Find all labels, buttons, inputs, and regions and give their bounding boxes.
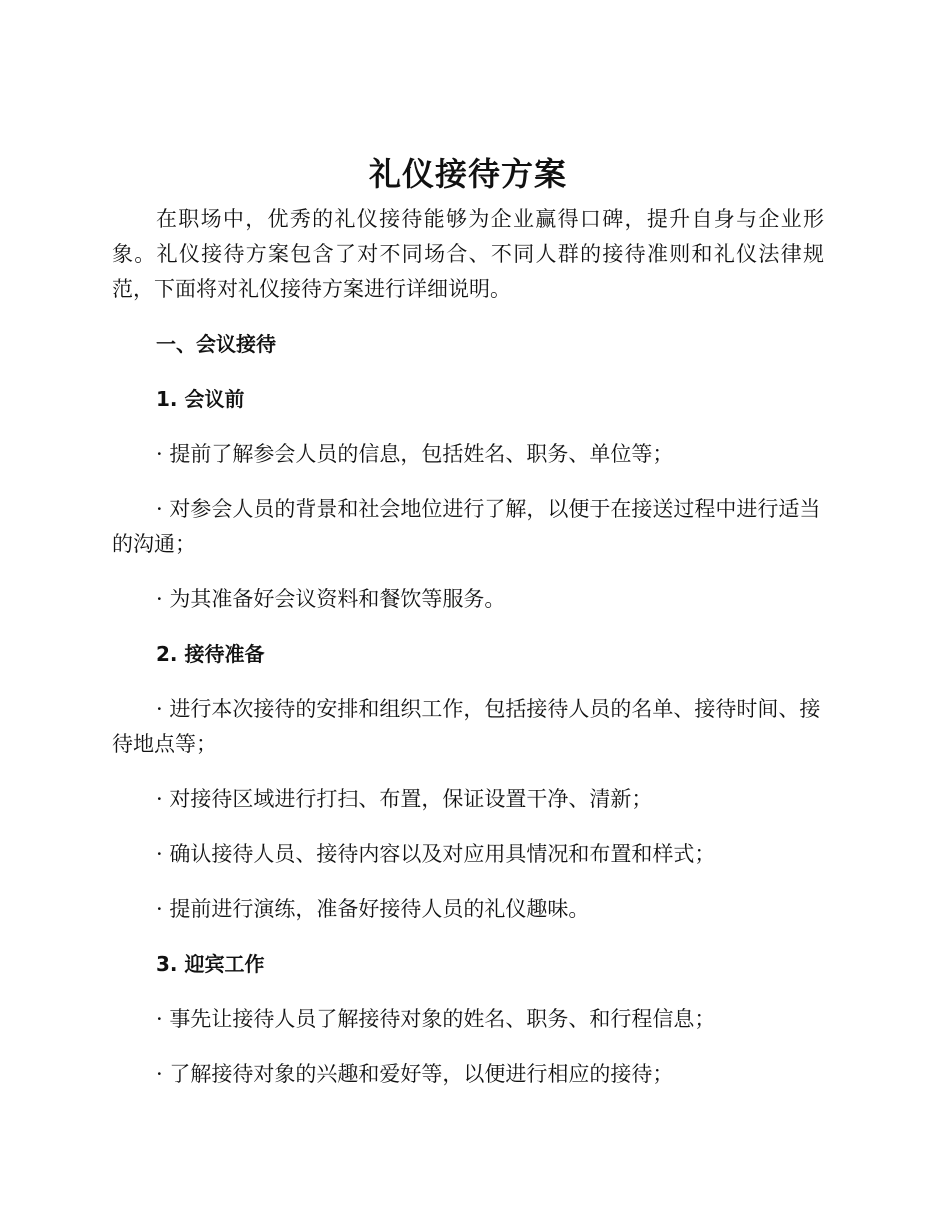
intro-paragraph: 在职场中，优秀的礼仪接待能够为企业赢得口碑，提升自身与企业形象。礼仪接待方案包含了对不同场合、不同人群的接待准则和礼仪法律规范，下面将对礼仪接待方案进行详细说明。 [112,207,824,301]
subsection-heading-welcome-work: 3. 迎宾工作 [156,952,265,976]
list-item: · 为其准备好会议资料和餐饮等服务。 [156,587,506,611]
document-page [112,150,824,1092]
list-item: · 了解接待对象的兴趣和爱好等，以便进行相应的接待； [156,1062,674,1086]
list-item: · 对接待区域进行打扫、布置，保证设置干净、清新； [156,787,653,811]
list-item: · 事先让接待人员了解接待对象的姓名、职务、和行程信息； [156,1007,716,1031]
section-heading-meeting-reception: 一、会议接待 [156,332,276,356]
subsection-heading-before-meeting: 1. 会议前 [156,387,245,411]
document-title: 礼仪接待方案 [368,155,567,193]
list-item: · 对参会人员的背景和社会地位进行了解，以便于在接送过程中进行适当的沟通； [112,497,821,556]
subsection-before-meeting [112,382,824,617]
subsection-reception-preparation [112,637,824,927]
list-item: · 提前了解参会人员的信息，包括姓名、职务、单位等； [156,442,674,466]
list-item: · 进行本次接待的安排和组织工作，包括接待人员的名单、接待时间、接待地点等； [112,697,821,756]
list-item: · 提前进行演练，准备好接待人员的礼仪趣味。 [156,897,590,921]
subsection-heading-reception-preparation: 2. 接待准备 [156,642,265,666]
list-item: · 确认接待人员、接待内容以及对应用具情况和布置和样式； [156,842,716,866]
subsection-welcome-work [112,947,824,1092]
